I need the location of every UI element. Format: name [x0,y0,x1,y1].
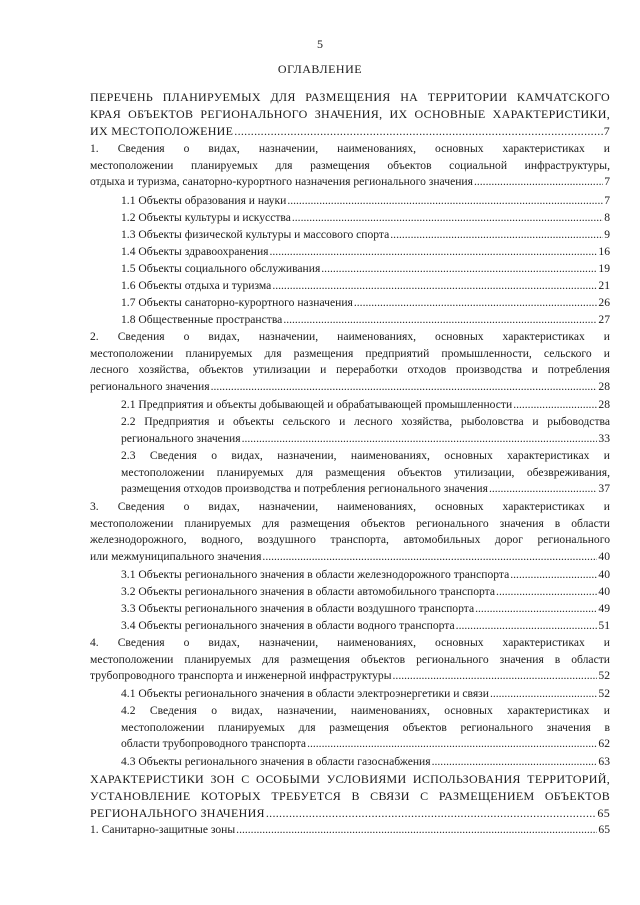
dot-leader [307,736,597,753]
toc-page-number: 7 [603,123,610,138]
dot-leader [236,822,597,839]
toc-entry-text: 1.7 Объекты санаторно-курортного назначения [121,296,353,309]
dot-leader [242,431,598,448]
toc-entry-text: 1.4 Объекты здравоохранения [121,245,269,258]
toc-entry[interactable] [90,567,610,584]
toc-entry-text: 1.2 Объекты культуры и искусства [121,211,291,224]
toc-entry-text: 2.3 Сведения о видах, назначении, наименованиях, основных характеристиках и [121,449,610,462]
dot-leader [490,686,597,703]
toc-page-number: 40 [598,549,610,563]
toc-page-number: 19 [598,262,610,275]
toc-entry-text: 1.8 Общественные пространства [121,313,283,326]
toc-entry[interactable] [90,448,610,498]
toc-page-number: 37 [598,482,610,496]
toc-entry-line [90,397,610,414]
toc-entry-text: 1. Санитарно-защитные зоны [90,823,236,836]
toc-entry-text: 3.3 Объекты регионального значения в области воздушного транспорта [121,602,475,615]
toc-entry-text: трубопроводного транспорта и инженерной инфраструктуры [90,669,392,683]
toc-entry-text: 3.4 Объекты регионального значения в области водного транспорта [121,619,455,632]
toc-entry-text: 1.1 Объекты образования и науки [121,194,287,207]
toc-entry[interactable] [90,295,610,312]
dot-leader [287,193,603,210]
toc-entry[interactable] [90,584,610,601]
toc-entry-line [90,686,610,703]
dot-leader [513,397,597,414]
toc-entry-text: местоположении планируемых для размещения объектов социальной инфраструктуры, [90,158,610,172]
dot-leader [283,312,597,329]
toc-entry-text: ХАРАКТЕРИСТИКИ ЗОН С ОСОБЫМИ УСЛОВИЯМИ ИСПОЛЬЗОВАНИЯ ТЕРРИТОРИЙ, [90,772,610,786]
toc-title: ОГЛАВЛЕНИЕ [277,62,363,76]
toc-entry-text: 4. Сведения о видах, назначении, наименованиях, основных характеристиках и [90,636,610,649]
toc-entry-line [90,210,610,227]
toc-entry-text: ПЕРЕЧЕНЬ ПЛАНИРУЕМЫХ ДЛЯ РАЗМЕЩЕНИЯ НА ТЕРРИТОРИИ КАМЧАТСКОГО [90,90,610,104]
toc-entry-text: местоположении планируемых для размещения объектов утилизации, обезвреживания, [121,465,610,479]
toc-page-number: 62 [598,737,610,751]
toc-page-number: 28 [598,398,610,411]
dot-leader [211,379,598,396]
toc-entry-text: 4.2 Сведения о видах, назначении, наименованиях, основных характеристиках и [121,704,610,717]
toc-page-number: 49 [598,602,610,615]
toc-page-number: 51 [598,619,610,632]
toc-entry-line [90,754,610,771]
toc-page-number: 7 [604,194,610,207]
toc-entry[interactable] [90,499,610,565]
toc-entry-line [90,174,610,191]
toc-entry-line [90,549,610,566]
dot-leader [234,123,602,140]
dot-leader [489,481,597,498]
toc-entry[interactable] [90,635,610,685]
toc-entry-text: 4.3 Объекты регионального значения в области газоснабжения [121,755,431,768]
toc-page-number: 27 [598,313,610,326]
toc-entry-line [90,601,610,618]
dot-leader [354,295,598,312]
toc-entry[interactable] [90,89,610,140]
toc-page-number: 63 [598,755,610,768]
toc-page-number: 9 [604,228,610,241]
toc-page-number: 16 [598,245,610,258]
dot-leader [474,174,603,191]
toc-entry-text: размещения отходов производства и потребления регионального значения [121,482,488,496]
toc-entry[interactable] [90,193,610,210]
toc-entry[interactable] [90,141,610,191]
dot-leader [321,261,597,278]
toc-page-number: 21 [598,279,610,292]
toc-page-number: 7 [604,175,610,189]
toc-page-number: 26 [598,296,610,309]
toc-entry-text: 2. Сведения о видах, назначении, наименованиях, основных характеристиках и [90,330,610,343]
toc-page-number: 40 [598,568,610,581]
toc-entry-text: местоположении планируемых для размещения объектов регионального значения в области [90,516,610,530]
toc-entry[interactable] [90,771,610,822]
toc-entry-line [90,123,610,140]
toc-entry-line [90,261,610,278]
dot-leader [393,668,598,685]
toc-page-number: 65 [597,805,610,820]
dot-leader [270,244,598,261]
dot-leader [262,549,597,566]
toc-entry[interactable] [90,414,610,447]
toc-entry[interactable] [90,822,610,839]
toc-entry-line [90,379,610,396]
toc-entry-line [90,584,610,601]
toc-entry[interactable] [90,601,610,618]
toc-page-number: 52 [598,687,610,700]
toc-entry-line [90,805,610,822]
toc-page-number: 28 [598,379,610,393]
toc-entry-line [90,431,610,448]
toc-entry[interactable] [90,261,610,278]
toc-entry-text: 3. Сведения о видах, назначении, наименованиях, основных характеристиках и [90,500,610,513]
dot-leader [510,567,597,584]
toc-entry-text: 3.1 Объекты регионального значения в области железнодорожного транспорта [121,568,510,581]
toc-entry-text: 1.3 Объекты физической культуры и массового спорта [121,228,390,241]
toc-entry-text: лесного хозяйства, объектов утилизации и переработки отходов производства и потребления [90,363,610,377]
toc-entry-text: 1.5 Объекты социального обслуживания [121,262,321,275]
toc-entry-text: 1.6 Объекты отдыха и туризма [121,279,272,292]
toc-entry-line [90,193,610,210]
toc-entry-line [90,822,610,839]
toc-entry-text: РЕГИОНАЛЬНОГО ЗНАЧЕНИЯ [90,805,265,820]
toc-page-number: 65 [598,823,610,836]
toc-entry[interactable] [90,686,610,703]
toc-entry-line [90,244,610,261]
toc-entry-text: области трубопроводного транспорта [121,737,307,751]
toc-entry-text: КРАЯ ОБЪЕКТОВ РЕГИОНАЛЬНОГО ЗНАЧЕНИЯ, ИХ ОСНОВНЫЕ ХАРАКТЕРИСТИКИ, [90,106,610,121]
toc-page-number: 8 [604,211,610,224]
toc-entry-line [90,278,610,295]
dot-leader [272,278,597,295]
dot-leader [496,584,597,601]
dot-leader [456,618,598,635]
toc-page-number: 40 [598,585,610,598]
toc-entry[interactable] [90,312,610,329]
toc-entry-line [90,668,610,685]
toc-entry[interactable] [90,278,610,295]
toc-entry-text: 2.1 Предприятия и объекты добывающей и обрабатывающей промышленности [121,398,513,411]
toc-entry-text: ИХ МЕСТОПОЛОЖЕНИЕ [90,123,234,138]
dot-leader [266,805,597,822]
toc-entry-line [90,736,610,753]
toc-entry[interactable] [90,397,610,414]
toc-entry-text: местоположении планируемых для размещения объектов регионального значения в [121,720,610,734]
toc-entry-text: регионального значения [121,431,241,445]
toc-entry-text: железнодорожного, водного, воздушного транспорта, автомобильных дорог регионального [90,533,610,547]
toc-entry-text: местоположении планируемых для размещения объектов регионального значения в области [90,652,610,666]
toc-entry[interactable] [90,703,610,753]
dot-leader [475,601,597,618]
toc-entry-text: 2.2 Предприятия и объекты сельского и лесного хозяйства, рыболовства и рыбоводства [121,415,610,428]
dot-leader [292,210,603,227]
toc-entry-text: УСТАНОВЛЕНИЕ КОТОРЫХ ТРЕБУЕТСЯ В СВЯЗИ С РАЗМЕЩЕНИЕМ ОБЪЕКТОВ [90,788,610,803]
toc-entry[interactable] [90,227,610,244]
toc-entry[interactable] [90,754,610,771]
toc-entry-text: 4.1 Объекты регионального значения в области электроэнергетики и связи [121,687,489,700]
toc-entry[interactable] [90,618,610,635]
toc-entry-line [90,618,610,635]
toc-entry-text: 3.2 Объекты регионального значения в области автомобильного транспорта [121,585,496,598]
toc-entry-text: 1. Сведения о видах, назначении, наименованиях, основных характеристиках и [90,142,610,155]
toc-entry[interactable] [90,210,610,227]
toc-entry[interactable] [90,329,610,395]
toc-entry-line [90,295,610,312]
toc-entry-text: местоположении планируемых для размещения предприятий промышленности, сельского и [90,346,610,360]
toc-page-number: 33 [598,431,610,445]
toc-page-number: 52 [598,669,610,683]
dot-leader [390,227,603,244]
toc-entry-line [90,312,610,329]
dot-leader [432,754,598,771]
toc-entry-text: отдыха и туризма, санаторно-курортного назначения регионального значения [90,175,473,189]
toc-entry-line [90,481,610,498]
toc-entry-line [90,567,610,584]
toc-entry-line [90,227,610,244]
page-number: 5 [317,37,323,51]
toc-entry-text: регионального значения [90,379,210,393]
toc-entry[interactable] [90,244,610,261]
toc-entry-text: или межмуниципального значения [90,549,262,563]
